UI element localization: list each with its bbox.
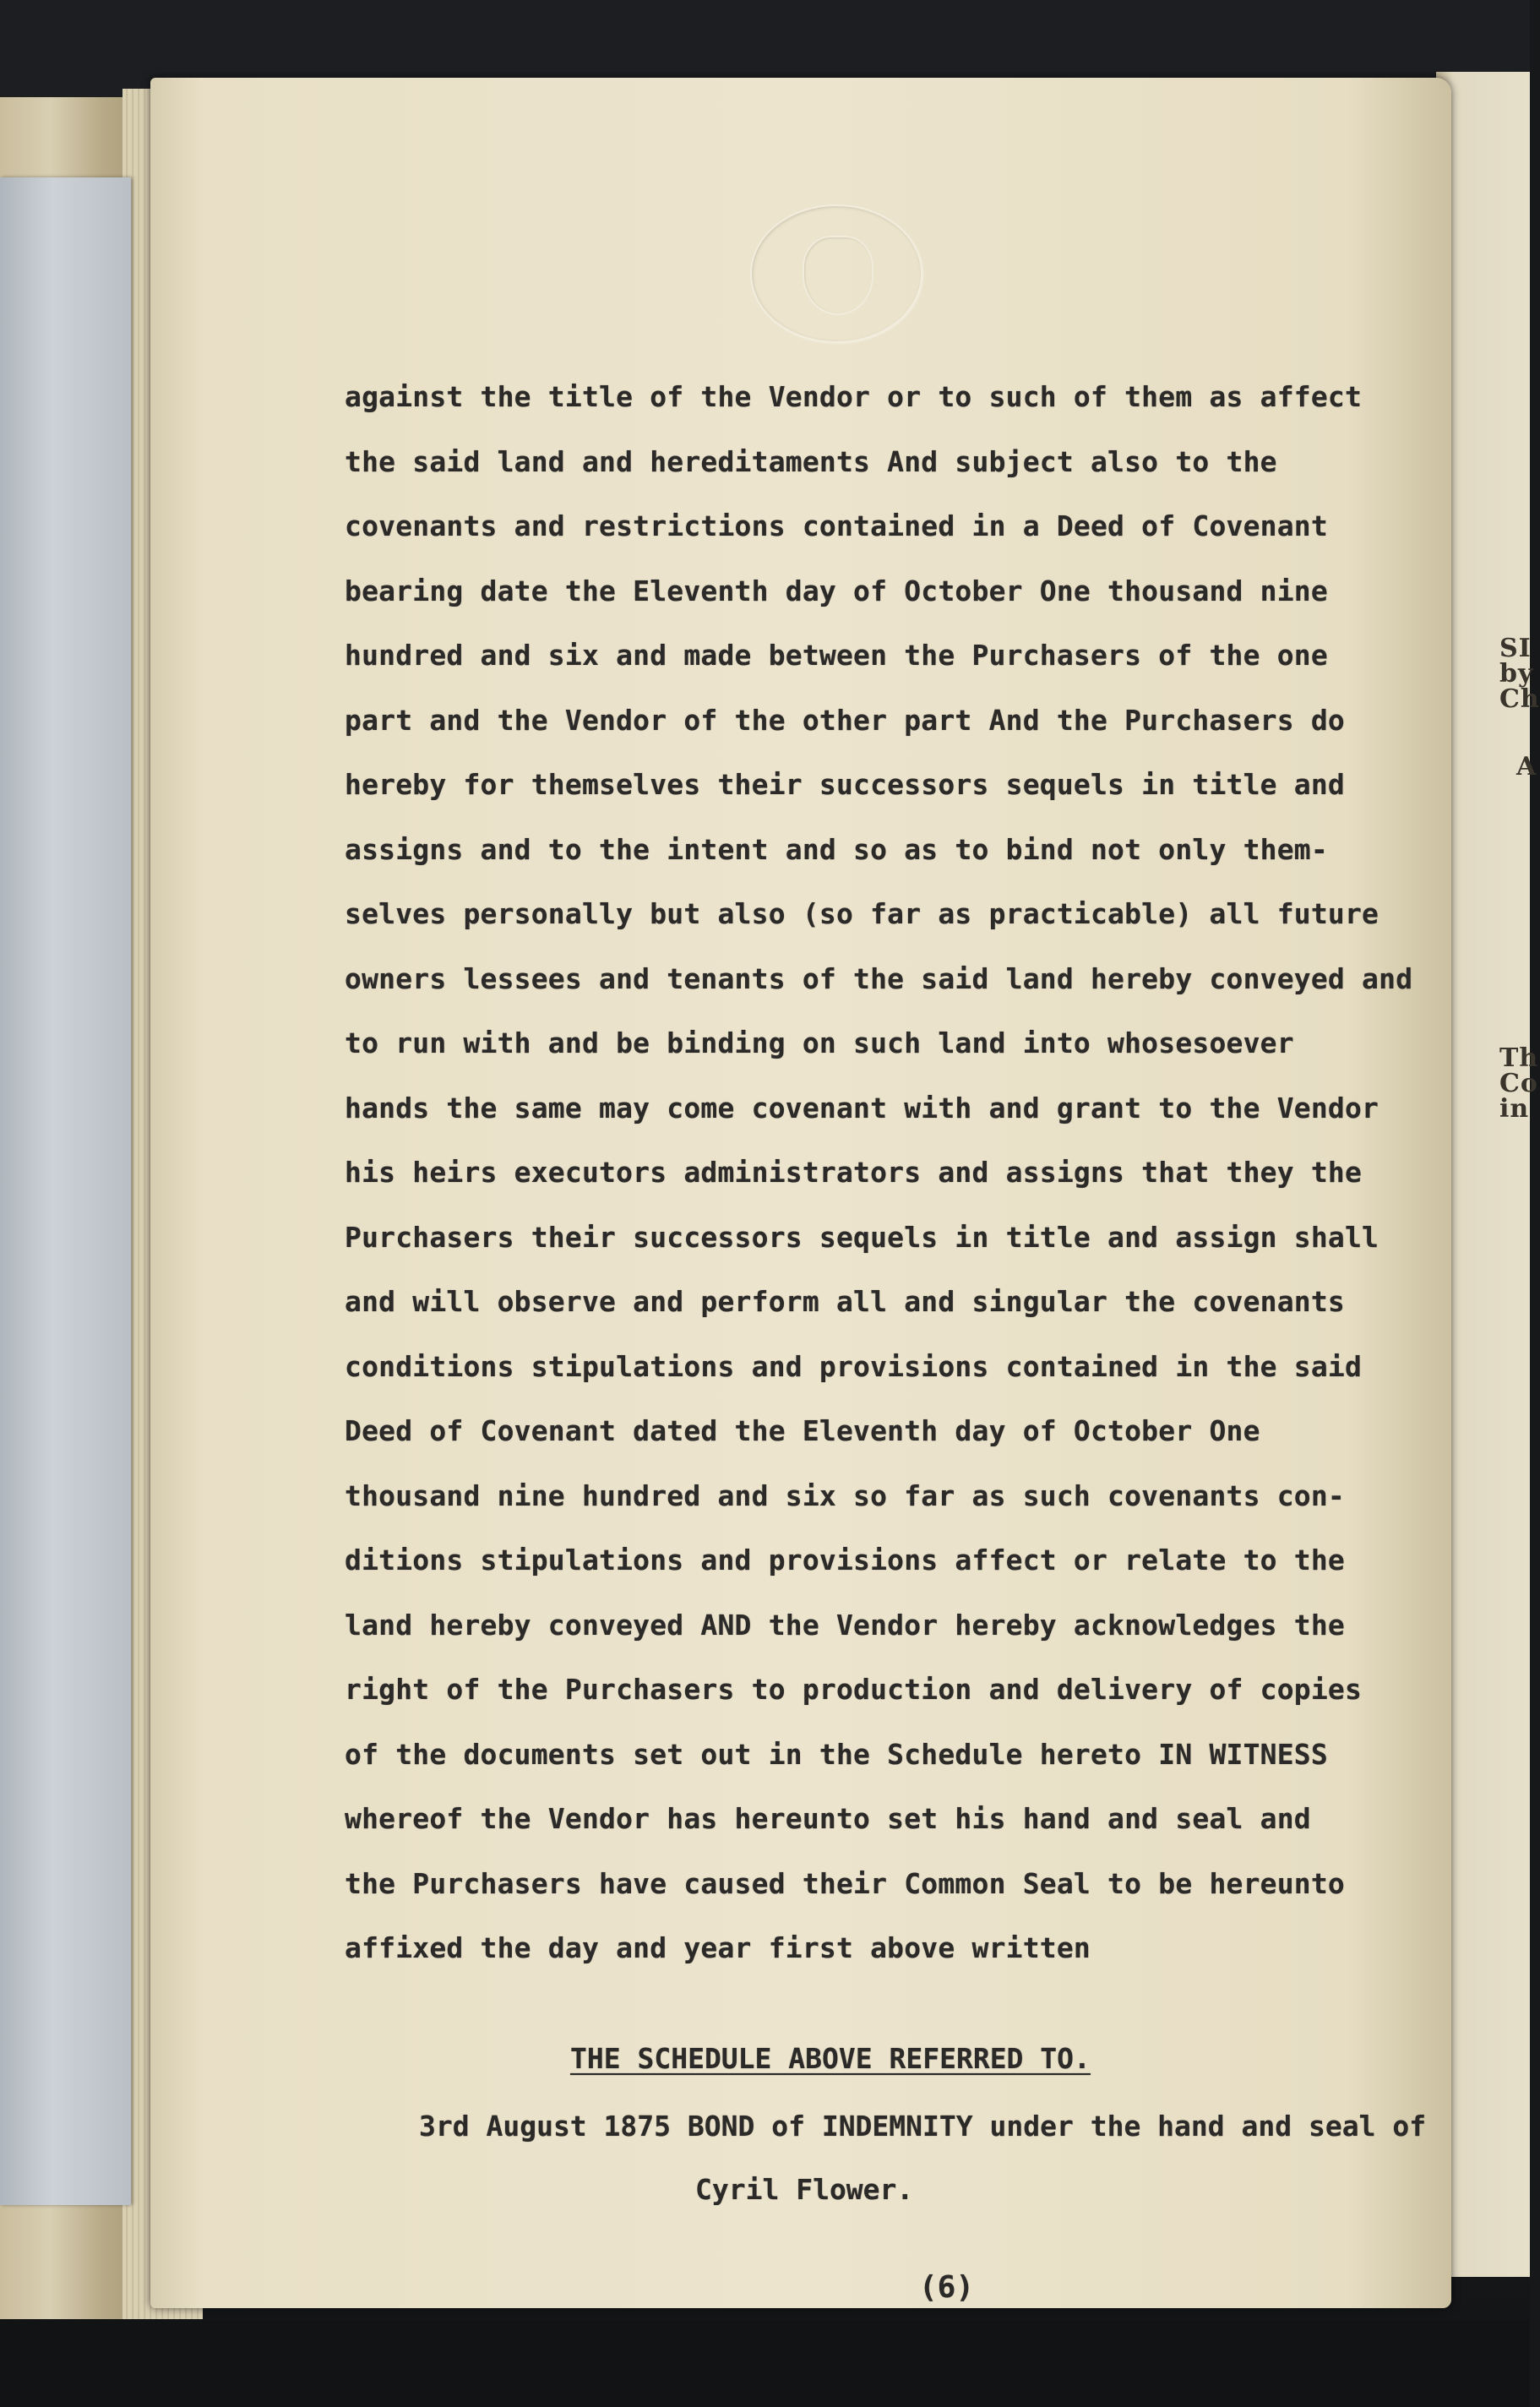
text-line: against the title of the Vendor or to such of them as affect (345, 380, 1363, 413)
facing-page-fragment: SI (1499, 634, 1532, 663)
text-line: owners lessees and tenants of the said land hereby conveyed and (345, 961, 1413, 995)
text-line: bearing date the Eleventh day of October One thousand nine (345, 574, 1328, 607)
text-line: ditions stipulations and provisions affect or relate to the (345, 1544, 1345, 1577)
document-page (150, 78, 1451, 2308)
facing-page-fragment: in (1499, 1094, 1530, 1124)
schedule-entry: 3rd August 1875 BOND of INDEMNITY under the hand and seal of (419, 2110, 1427, 2143)
text-line: the Purchasers have caused their Common Seal to be hereunto (345, 1866, 1345, 1900)
text-line: his heirs executors administrators and assigns that they the (345, 1156, 1363, 1189)
schedule-entry-continued: Cyril Flower. (695, 2173, 914, 2206)
binding-ribbon (0, 177, 131, 2205)
text-line: the said land and hereditaments And subject also to the (345, 444, 1277, 478)
text-line: hands the same may come covenant with and grant to the Vendor (345, 1091, 1379, 1125)
text-line: land hereby conveyed AND the Vendor hereby acknowledges the (345, 1608, 1345, 1642)
text-line: conditions stipulations and provisions contained in the said (345, 1349, 1363, 1383)
facing-page-fragment: Ch (1499, 684, 1540, 714)
text-line: Deed of Covenant dated the Eleventh day of October One (345, 1414, 1260, 1447)
deed-body-text (345, 365, 1413, 1981)
text-line: whereof the Vendor has hereunto set his hand and seal and (345, 1802, 1311, 1835)
crest-icon (803, 236, 873, 315)
text-line: to run with and be binding on such land into whosesoever (345, 1027, 1294, 1059)
text-line: covenants and restrictions contained in a Deed of Covenant (345, 509, 1328, 542)
text-line: right of the Purchasers to production and delivery of copies (345, 1673, 1363, 1706)
text-line: selves personally but also (so far as practicable) all future (345, 897, 1379, 930)
text-line: Purchasers their successors sequels in title and assign shall (345, 1220, 1379, 1254)
text-line: assigns and to the intent and so as to bind not only them- (345, 832, 1328, 866)
facing-page-fragment: Co (1499, 1069, 1538, 1098)
schedule-heading: THE SCHEDULE ABOVE REFERRED TO. (570, 2042, 1091, 2075)
desk-foreground (0, 2319, 1530, 2407)
facing-page-fragment: A (1516, 752, 1537, 781)
text-line: of the documents set out in the Schedule hereto IN WITNESS (345, 1737, 1328, 1771)
embossed-seal (750, 204, 922, 343)
facing-page-fragment: Th (1499, 1043, 1539, 1073)
text-line: and will observe and perform all and singular the covenants (345, 1285, 1345, 1318)
text-line: part and the Vendor of the other part And the Purchasers do (345, 703, 1345, 737)
facing-page-fragment: by (1499, 659, 1534, 689)
page-number: (6) (919, 2270, 975, 2305)
text-line: thousand nine hundred and six so far as such covenants con- (345, 1479, 1345, 1512)
text-line: hereby for themselves their successors sequels in title and (345, 768, 1345, 801)
text-line: hundred and six and made between the Purchasers of the one (345, 639, 1328, 672)
text-line: affixed the day and year first above written (345, 1931, 1091, 1964)
